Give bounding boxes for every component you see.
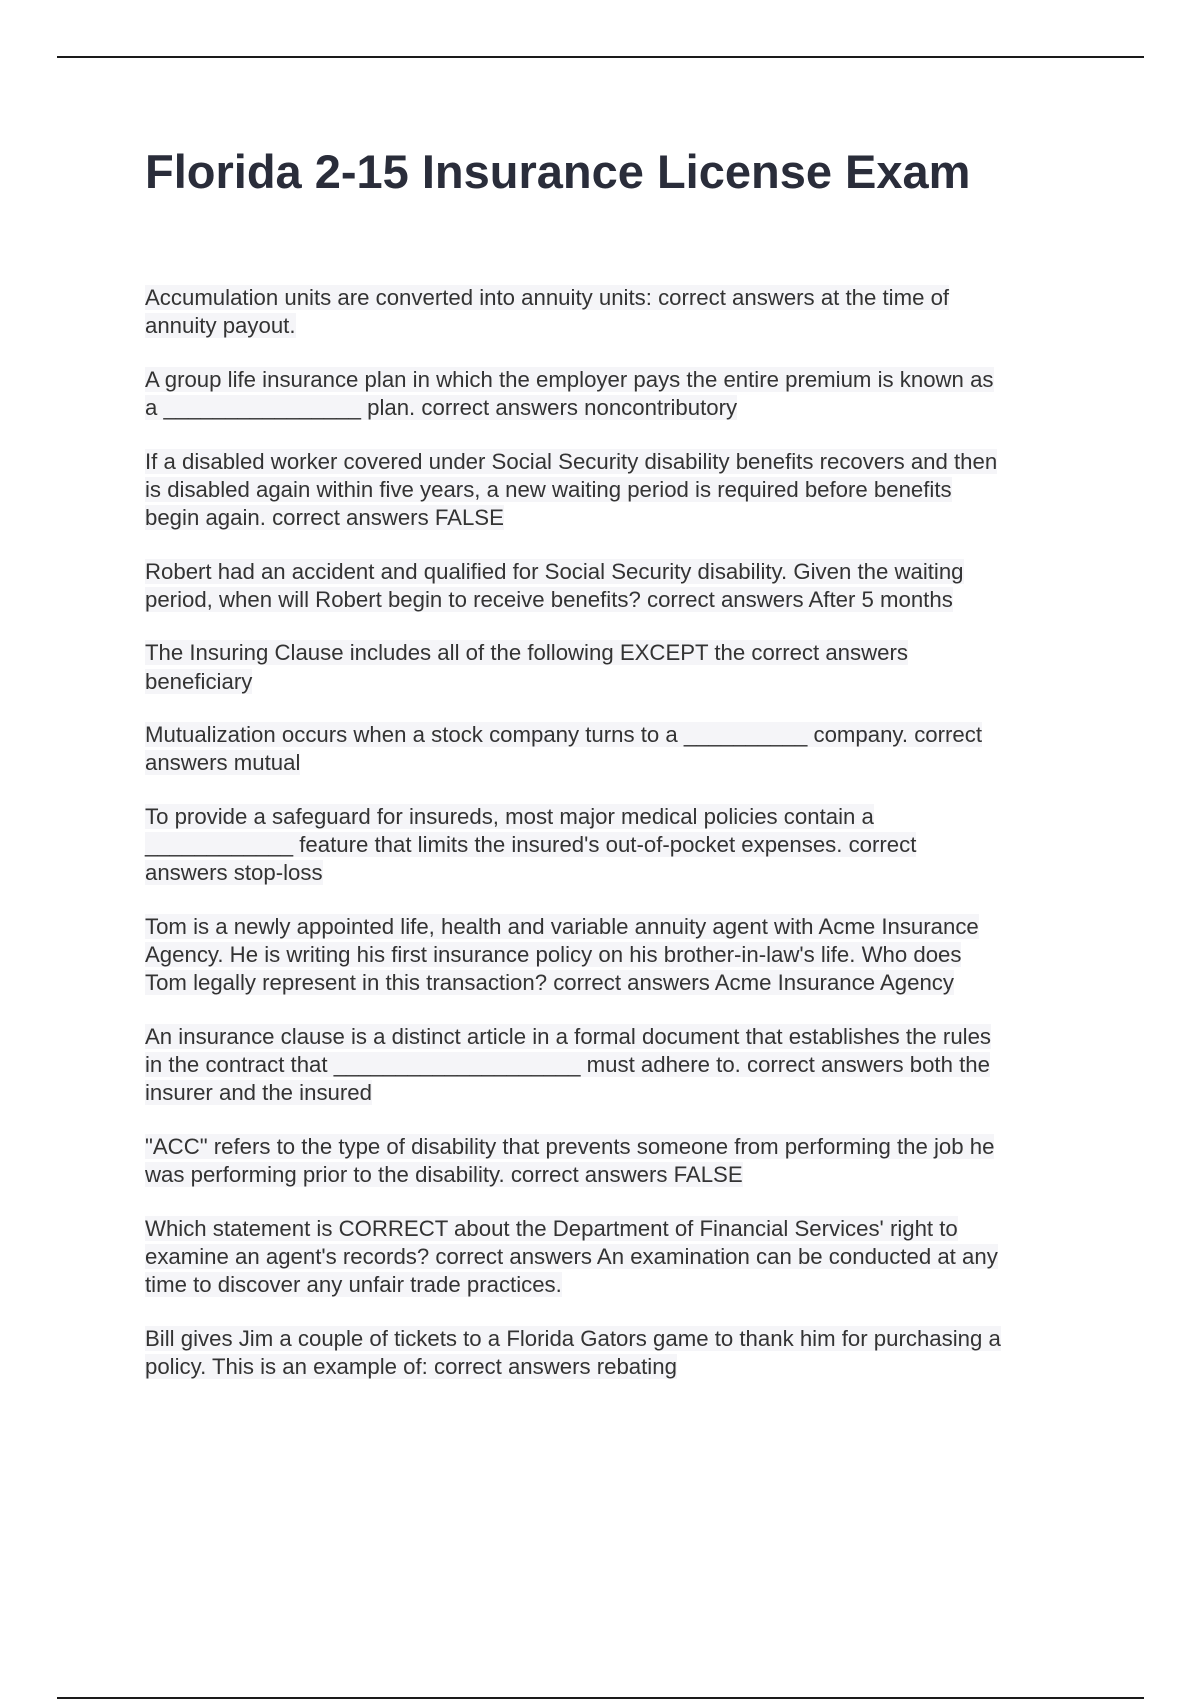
- bottom-rule: [57, 1697, 1144, 1699]
- question-line: To provide a safeguard for insureds, most major medical policies contain a: [145, 803, 874, 829]
- question-item-4: [145, 558, 1090, 614]
- question-line: Mutualization occurs when a stock company turns to a __________ company. correct: [145, 722, 983, 748]
- question-line: If a disabled worker covered under Social Security disability benefits recovers and then: [145, 448, 998, 474]
- question-line: answers stop-loss: [145, 860, 323, 886]
- question-line: Accumulation units are converted into annuity units: correct answers at the time of: [145, 285, 950, 310]
- question-line: Bill gives Jim a couple of tickets to a Florida Gators game to thank him for purchasing a: [145, 1325, 1001, 1351]
- question-item-8: [145, 913, 1090, 998]
- question-line: "ACC" refers to the type of disability that prevents someone from performing the job he: [145, 1133, 995, 1159]
- question-line: annuity payout.: [145, 313, 296, 339]
- question-line: Agency. He is writing his first insurance policy on his brother-in-law's life. Who does: [145, 942, 962, 968]
- question-line: period, when will Robert begin to receive benefits? correct answers After 5 months: [145, 586, 953, 612]
- question-line: examine an agent's records? correct answers An examination can be conducted at any: [145, 1243, 998, 1269]
- question-line: A group life insurance plan in which the employer pays the entire premium is known as: [145, 366, 994, 392]
- question-line: was performing prior to the disability. correct answers FALSE: [145, 1162, 743, 1188]
- question-line: beneficiary: [145, 668, 253, 694]
- question-item-11: [145, 1215, 1090, 1300]
- question-item-9: [145, 1023, 1090, 1108]
- question-item-7: [145, 803, 1090, 888]
- question-item-6: [145, 721, 1090, 777]
- question-line: The Insuring Clause includes all of the following EXCEPT the correct answers: [145, 640, 908, 666]
- question-line: policy. This is an example of: correct answers rebating: [145, 1353, 677, 1379]
- question-line: Which statement is CORRECT about the Department of Financial Services' right to: [145, 1215, 958, 1241]
- question-line: is disabled again within five years, a new waiting period is required before benefits: [145, 476, 952, 502]
- question-item-12: [145, 1325, 1090, 1381]
- question-line: insurer and the insured: [145, 1080, 372, 1106]
- question-list: [145, 284, 1090, 1407]
- question-item-10: [145, 1133, 1090, 1189]
- page-title: Florida 2-15 Insurance License Exam: [145, 145, 971, 198]
- question-item-1: [145, 284, 1090, 340]
- question-line: a ________________ plan. correct answers noncontributory: [145, 395, 738, 420]
- question-item-3: [145, 448, 1090, 533]
- question-line: Tom legally represent in this transaction? correct answers Acme Insurance Agency: [145, 970, 954, 996]
- top-rule: [57, 56, 1144, 58]
- question-line: Robert had an accident and qualified for Social Security disability. Given the waiting: [145, 558, 964, 584]
- question-item-2: [145, 366, 1090, 422]
- question-line: in the contract that ____________________ must adhere to. correct answers both the: [145, 1052, 990, 1078]
- question-line: An insurance clause is a distinct article in a formal document that establishes the rules: [145, 1023, 992, 1049]
- question-item-5: [145, 639, 1090, 695]
- question-line: answers mutual: [145, 750, 301, 776]
- question-line: begin again. correct answers FALSE: [145, 505, 504, 530]
- question-line: Tom is a newly appointed life, health and variable annuity agent with Acme Insurance: [145, 913, 979, 939]
- question-line: ____________ feature that limits the insured's out-of-pocket expenses. correct: [145, 832, 917, 858]
- question-line: time to discover any unfair trade practices.: [145, 1272, 562, 1298]
